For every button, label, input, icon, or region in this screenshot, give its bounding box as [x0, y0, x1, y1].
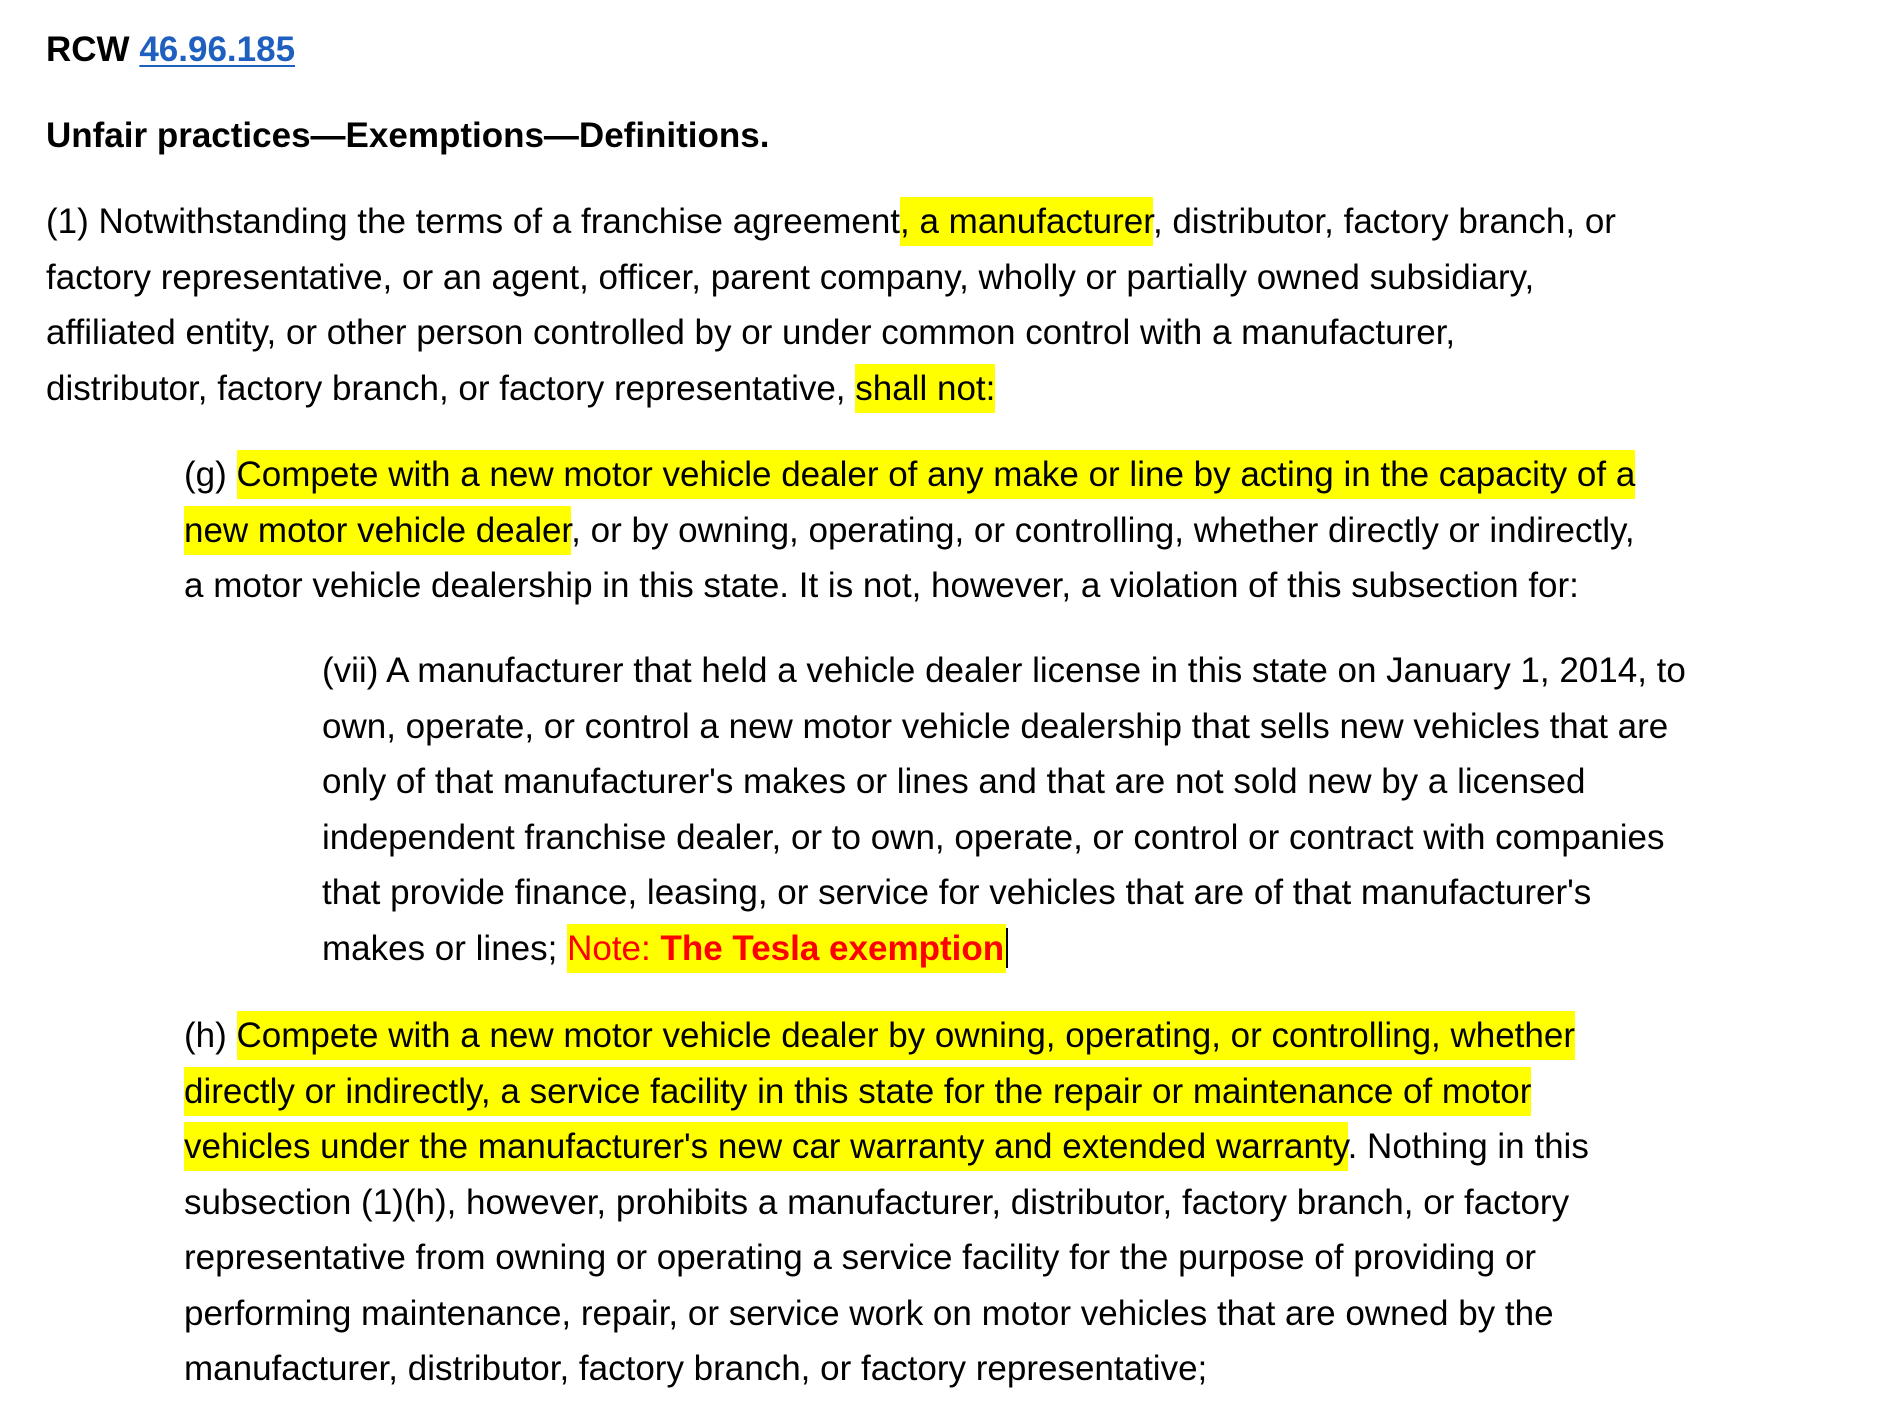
paragraph-line: affiliated entity, or other person controlled by or under common control with a manufacturer, — [46, 313, 1456, 352]
highlighted-text: directly or indirectly, a service facility in this state for the repair or maintenance of motor — [184, 1067, 1531, 1116]
highlighted-text: new motor vehicle dealer — [184, 506, 571, 555]
paragraph-line — [184, 1119, 1589, 1175]
paragraph-line: (vii) A manufacturer that held a vehicle dealer license in this state on January 1, 2014, to — [322, 651, 1686, 690]
paragraph-line: factory representative, or an agent, officer, parent company, wholly or partially owned subsidiary, — [46, 257, 1535, 297]
paragraph-line — [46, 194, 1616, 250]
paragraph-line: independent franchise dealer, or to own, operate, or control or contract with companies — [322, 817, 1665, 857]
paragraph-line — [46, 361, 1616, 417]
section-title: Unfair practices—Exemptions—Definitions. — [46, 116, 770, 155]
paragraph-1 — [46, 194, 1616, 416]
rcw-heading — [46, 30, 295, 70]
paragraph-line: own, operate, or control a new motor vehicle dealership that sells new vehicles that are — [322, 706, 1669, 746]
text-run: (g) — [184, 455, 237, 494]
paragraph-line — [184, 1008, 1589, 1064]
highlighted-text: Compete with a new motor vehicle dealer by owning, operating, or controlling, whether — [237, 1011, 1576, 1060]
highlighted-text: , a manufacturer — [900, 197, 1153, 246]
text-run: , or by owning, operating, or controlling, whether directly or indirectly, — [571, 510, 1635, 550]
paragraph-line — [184, 447, 1635, 503]
paragraph-line: performing maintenance, repair, or service work on motor vehicles that are owned by the — [184, 1293, 1554, 1333]
paragraph-h — [184, 1008, 1589, 1397]
paragraph-line — [322, 921, 1686, 977]
text-run: , distributor, factory branch, or — [1152, 202, 1616, 241]
highlighted-text: vehicles under the manufacturer's new car warranty and extended warranty — [184, 1122, 1348, 1171]
paragraph-line: that provide finance, leasing, or service for vehicles that are of that manufacturer's — [322, 873, 1592, 912]
paragraph-vii — [322, 643, 1686, 976]
tesla-exemption-note[interactable]: The Tesla exemption — [660, 924, 1006, 973]
paragraph-g — [184, 447, 1635, 614]
highlighted-text: shall not: — [855, 364, 995, 413]
text-cursor — [1006, 928, 1008, 968]
paragraph-line — [184, 503, 1635, 559]
paragraph-line: subsection (1)(h), however, prohibits a manufacturer, distributor, factory branch, or factory — [184, 1182, 1570, 1222]
text-run: distributor, factory branch, or factory representative, — [46, 368, 856, 408]
paragraph-line: manufacturer, distributor, factory branch, or factory representative; — [184, 1349, 1208, 1388]
highlighted-text: Compete with a new motor vehicle dealer of any make or line by acting in the capacity of a — [237, 450, 1636, 499]
paragraph-line — [184, 1064, 1589, 1120]
paragraph-line: only of that manufacturer's makes or lines and that are not sold new by a licensed — [322, 762, 1586, 801]
note-label: Note: — [567, 924, 660, 973]
text-run: makes or lines; — [322, 928, 568, 968]
rcw-number-link[interactable]: 46.96.185 — [139, 30, 296, 69]
paragraph-line: a motor vehicle dealership in this state. It is not, however, a violation of this subsection for: — [184, 566, 1579, 605]
rcw-prefix: RCW — [46, 30, 130, 69]
text-run: . Nothing in this — [1347, 1127, 1589, 1166]
paragraph-line: representative from owning or operating a service facility for the purpose of providing or — [184, 1238, 1537, 1277]
text-run: (1) Notwithstanding the terms of a franchise agreement — [46, 202, 901, 241]
text-run: (h) — [184, 1016, 237, 1055]
